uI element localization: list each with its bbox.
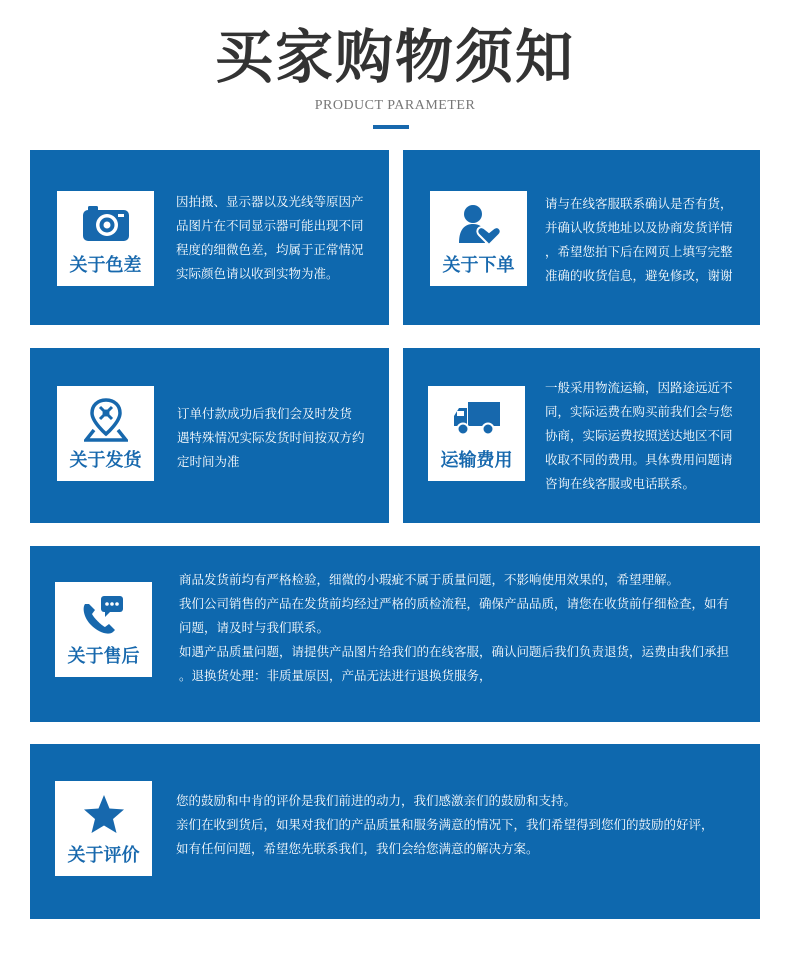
star-icon [82,793,126,837]
location-pin-icon [84,398,128,442]
desc-line: 收取不同的费用。具体费用问题请 [545,452,733,467]
desc-line: 准确的收货信息，避免修改，谢谢 [545,268,733,283]
badge-label-after-sales: 关于售后 [67,646,140,667]
panel-shipping [30,348,389,523]
panel-reviews [30,744,760,919]
desc-ordering [545,192,733,288]
desc-line: ，希望您拍下后在网页上填写完整 [545,244,733,259]
desc-line: 亲们在收到货后，如果对我们的产品质量和服务满意的情况下，我们希望得到您们的鼓励的好评， [176,817,714,832]
page-title: 买家购物须知 [214,23,575,91]
desc-line: 遇特殊情况实际发货时间按双方约 [177,430,365,445]
desc-line: 实际颜色请以收到实物为准。 [176,266,339,281]
desc-line: 订单付款成功后我们会及时发货 [177,406,353,421]
user-heart-icon [457,203,501,247]
desc-line: 问题，请及时与我们联系。 [179,620,330,635]
badge-shipping [57,386,154,481]
badge-label-color-difference: 关于色差 [69,255,142,276]
badge-freight [428,386,525,481]
badge-label-ordering: 关于下单 [442,255,515,276]
page-subtitle: PRODUCT PARAMETER [314,98,476,113]
desc-shipping [177,402,365,474]
truck-icon [452,398,502,438]
panel-ordering [403,150,760,325]
desc-line: 品图片在不同显示器可能出现不同 [176,218,364,233]
desc-line: 定时间为准 [177,454,240,469]
desc-line: 。退换货处理：非质量原因，产品无法进行退换货服务， [179,668,492,683]
desc-line: 同，实际运费在购买前我们会与您 [545,404,733,419]
desc-line: 一般采用物流运输，因路途远近不 [545,380,733,395]
desc-line: 您的鼓励和中肯的评价是我们前进的动力，我们感激亲们的鼓励和支持。 [176,793,577,808]
badge-reviews [55,781,152,876]
desc-after-sales [179,568,729,688]
desc-line: 如遇产品质量问题，请提供产品图片给我们的在线客服，确认问题后我们负责退货，运费由我们承担 [179,644,730,659]
desc-line: 请与在线客服联系确认是否有货， [545,196,733,211]
phone-chat-icon [81,594,127,638]
desc-line: 因拍摄、显示器以及光线等原因产 [176,194,364,209]
desc-line: 协商，实际运费按照送达地区不同 [545,428,733,443]
title-underline [373,125,409,129]
badge-after-sales [55,582,152,677]
panel-after-sales [30,546,760,722]
desc-line: 如有任何问题，希望您先联系我们，我们会给您满意的解决方案。 [176,841,539,856]
desc-line: 我们公司销售的产品在发货前均经过严格的质检流程，确保产品品质，请您在收货前仔细检查，如有 [179,596,730,611]
badge-ordering [430,191,527,286]
badge-label-freight: 运输费用 [440,450,513,471]
camera-icon [81,203,131,243]
panel-color-difference [30,150,389,325]
panel-freight [403,348,760,523]
desc-freight [545,376,733,496]
badge-color-difference [57,191,154,286]
badge-label-reviews: 关于评价 [67,845,140,866]
badge-label-shipping: 关于发货 [69,450,142,471]
desc-line: 商品发货前均有严格检验，细微的小瑕疵不属于质量问题，不影响使用效果的，希望理解。 [179,572,680,587]
desc-line: 并确认收货地址以及协商发货详情 [545,220,733,235]
desc-line: 咨询在线客服或电话联系。 [545,476,696,491]
desc-line: 程度的细微色差，均属于正常情况 [176,242,364,257]
desc-reviews [176,789,714,861]
desc-color-difference [176,190,364,286]
